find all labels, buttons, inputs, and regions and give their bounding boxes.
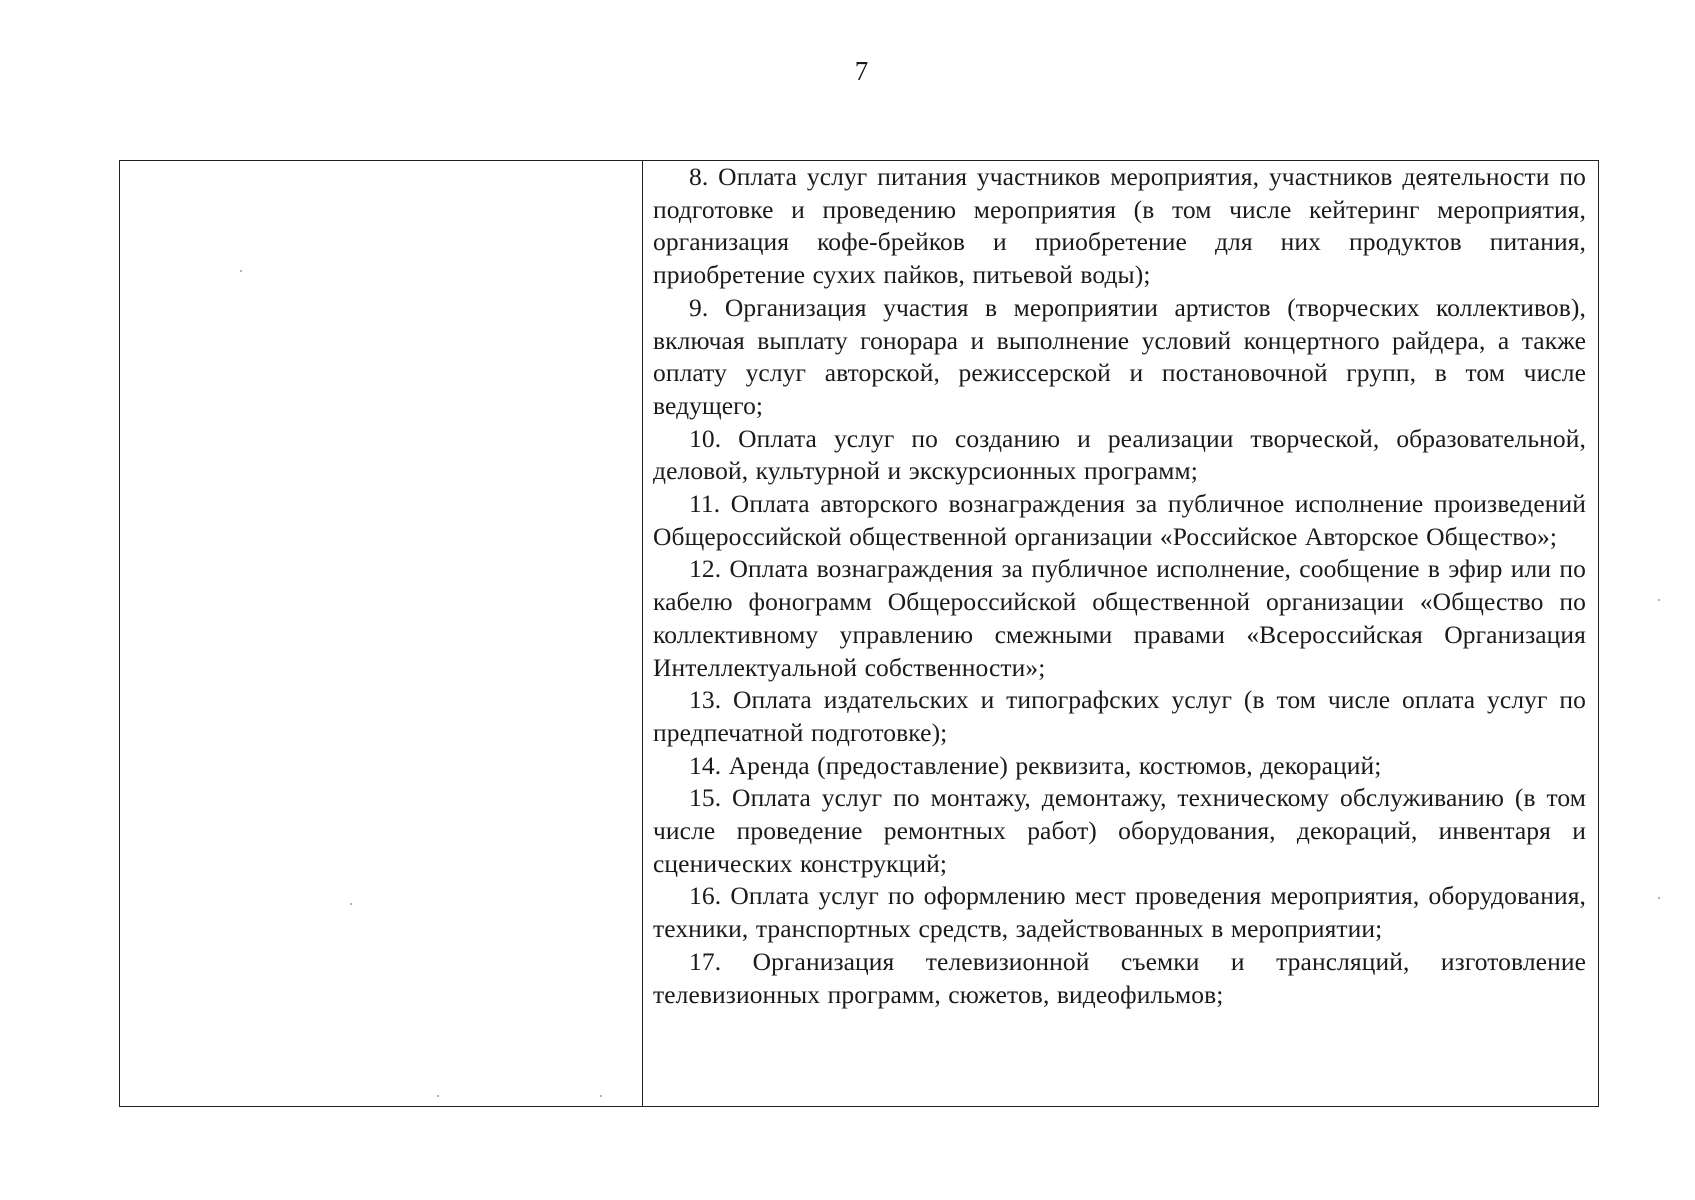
list-item: 9. Организация участия в мероприятии артистов (творческих коллективов), включая выплату гонорара и выполнение условий концертного райдера, а также оплату услуг авторской, режиссерской и постановочной групп, в том числе ведущего; [653,292,1586,420]
list-item: 8. Оплата услуг питания участников мероприятия, участников деятельности по подготовке и проведению мероприятия (в том числе кейтеринг мероприятия, организация кофе-брейков и приобретение для них продуктов питания, приобретение сухих пайков, питьевой воды); [653,162,1586,290]
scan-speck [1658,897,1660,899]
expense-table [119,160,1599,1107]
list-item: 13. Оплата издательских и типографских услуг (в том числе оплата услуг по предпечатной подготовке); [653,685,1586,747]
scan-speck [350,903,352,905]
right-cell [643,161,1598,1106]
scan-speck [1658,599,1660,601]
list-item: 15. Оплата услуг по монтажу, демонтажу, техническому обслуживанию (в том числе проведение ремонтных работ) оборудования, декораций, инвентаря и сценических конструкций; [653,783,1586,878]
list-item: 12. Оплата вознаграждения за публичное исполнение, сообщение в эфир или по кабелю фонограмм Общероссийской общественной организации «Общество по коллективному управлению смежными правами «Всероссийская Организация Интеллектуальной собственности»; [653,554,1586,682]
list-item: 11. Оплата авторского вознаграждения за публичное исполнение произведений Общероссийской общественной организации «Российское Авторское Общество»; [653,489,1586,551]
page-number: 7 [854,56,869,86]
scan-speck [240,270,242,272]
left-cell [120,161,643,1106]
scan-speck [600,1095,602,1097]
scan-speck [437,1095,439,1097]
list-item: 14. Аренда (предоставление) реквизита, костюмов, декораций; [689,750,1382,780]
list-item: 17. Организация телевизионной съемки и трансляций, изготовление телевизионных программ, сюжетов, видеофильмов; [653,946,1586,1009]
list-item: 16. Оплата услуг по оформлению мест проведения мероприятия, оборудования, техники, транспортных средств, задействованных в мероприятии; [653,881,1586,944]
list-item: 10. Оплата услуг по созданию и реализации творческой, образовательной, деловой, культурной и экскурсионных программ; [653,423,1586,486]
